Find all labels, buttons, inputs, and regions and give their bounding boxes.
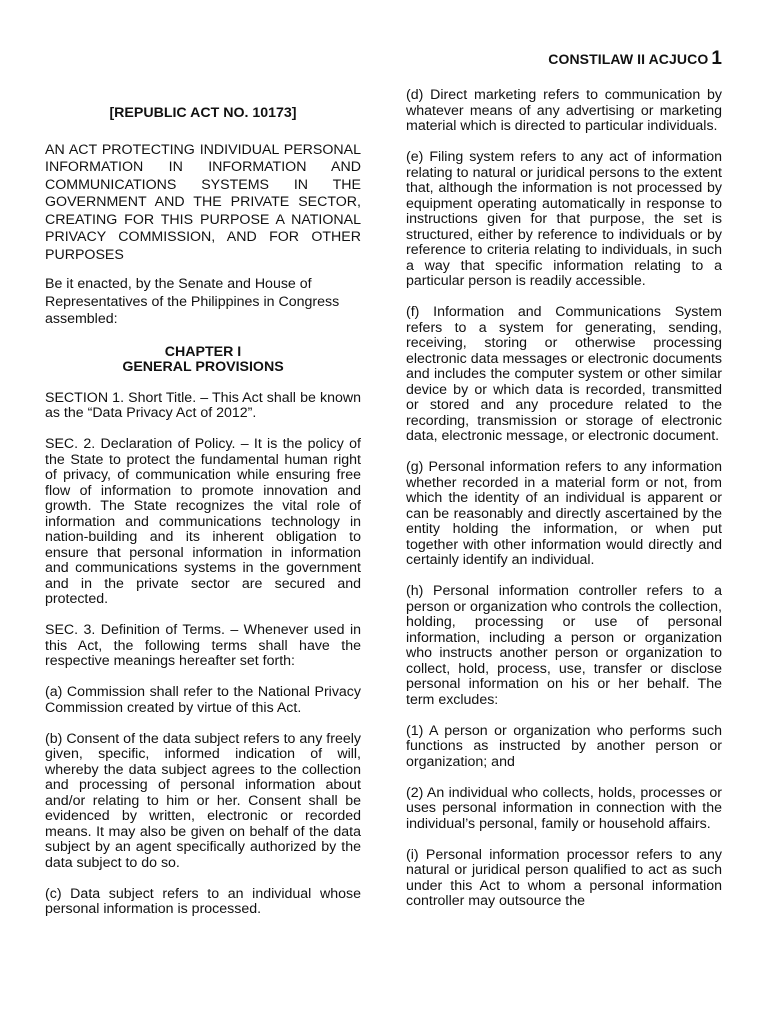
definition-b-consent: (b) Consent of the data subject refers to any freely given, specific, informed indication of will, whereby the data subject agrees to the collection and processing of personal information about and/or relating to him or her. Consent shall be evidenced by written, electronic or recorded means. It may also be given on behalf of the data subject by an agent specifically authorized by the data subject to do so.	[45, 730, 361, 871]
chapter-title: GENERAL PROVISIONS	[122, 358, 284, 375]
left-column	[45, 106, 361, 933]
definition-h-exclusion-1: (1) A person or organization who performs such functions as instructed by another person or organization; and	[406, 722, 722, 770]
chapter-heading	[45, 345, 361, 375]
enacting-clause: Be it enacted, by the Senate and House of Representatives of the Philippines in Congress assembled:	[45, 276, 340, 327]
definition-i-information-processor: (i) Personal information processor refers to any natural or juridical person qualified to act as such under this Act to whom a personal information controller may outsource the	[406, 846, 722, 909]
definition-d-direct-marketing: (d) Direct marketing refers to communication by whatever means of any advertising or marketing material which is directed to particular individuals.	[406, 87, 722, 134]
header-text: CONSTILAW II ACJUCO	[548, 51, 709, 67]
section-3-definition-of-terms: SEC. 3. Definition of Terms. – Whenever used in this Act, the following terms shall have the respective meanings hereafter set forth:	[45, 622, 361, 669]
definition-c-data-subject: (c) Data subject refers to an individual whose personal information is processed.	[45, 885, 361, 917]
republic-act-number: [REPUBLIC ACT NO. 10173]	[109, 105, 297, 121]
section-2-declaration-of-policy: SEC. 2. Declaration of Policy. – It is the policy of the State to protect the fundamental human right of privacy, of communication while ensuring free flow of information to promote innovation and growth. The State recognizes the vital role of information and communications technology in nation-building and its inherent obligation to ensure that personal information in information and communications systems in the government and in the private sector are secured and protected.	[45, 436, 361, 607]
definition-a-commission: (a) Commission shall refer to the National Privacy Commission created by virtue of this Act.	[45, 684, 361, 716]
definition-h-information-controller: (h) Personal information controller refers to a person or organization who controls the collection, holding, processing or use of personal information, including a person or organization who instructs another person or organization to collect, hold, process, use, transfer or disclose personal information on his or her behalf. The term excludes:	[406, 583, 722, 708]
definition-e-filing-system: (e) Filing system refers to any act of information relating to natural or juridical persons to the extent that, although the information is not processed by equipment operating automatically in response to instructions given for that purpose, the set is structured, either by reference to individuals or by reference to criteria relating to individuals, in such a way that specific information relating to a particular person is readily accessible.	[406, 149, 722, 289]
section-1-short-title: SECTION 1. Short Title. – This Act shall be known as the “Data Privacy Act of 2012”.	[45, 389, 361, 421]
act-title: AN ACT PROTECTING INDIVIDUAL PERSONAL INFORMATION IN INFORMATION AND COMMUNICATIONS SYSTEMS IN THE GOVERNMENT AND THE PRIVATE SECTOR, CREATING FOR THIS PURPOSE A NATIONAL PRIVACY COMMISSION, AND FOR OTHER PURPOSES	[45, 141, 361, 263]
definition-h-exclusion-2: (2) An individual who collects, holds, processes or uses personal information in connection with the individual’s personal, family or household affairs.	[406, 784, 722, 832]
definition-f-ict-system: (f) Information and Communications System refers to a system for generating, sending, receiving, storing or otherwise processing electronic data messages or electronic documents and includes the computer system or other similar device by or which data is recorded, transmitted or stored and any procedure related to the recording, transmission or storage of electronic data, electronic message, or electronic document.	[406, 304, 722, 444]
page-header	[548, 48, 722, 70]
page-number: 1	[711, 48, 722, 69]
chapter-number: CHAPTER I	[164, 343, 242, 360]
definition-g-personal-information: (g) Personal information refers to any information whether recorded in a material form or not, from which the identity of an individual is apparent or can be reasonably and directly ascertained by the entity holding the information, or when put together with other information would directly and certainly identify an individual.	[406, 459, 722, 568]
right-column	[406, 88, 722, 925]
